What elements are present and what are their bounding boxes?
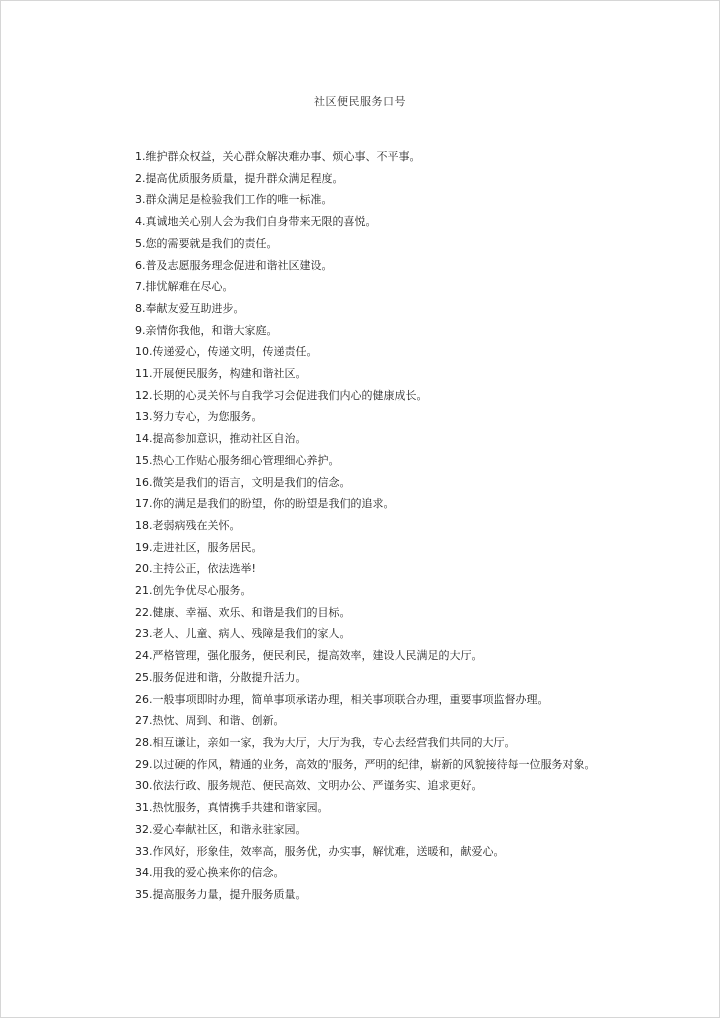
list-item: 29.以过硬的作风，精通的业务，高效的'服务，严明的纪律，崭新的风貌接待每一位服务对象。	[135, 757, 596, 771]
list-item: 31.热忱服务，真情携手共建和谐家园。	[135, 801, 329, 815]
list-item: 19.走进社区，服务居民。	[135, 540, 263, 554]
list-item: 18.老弱病残在关怀。	[135, 518, 241, 532]
list-item: 33.作风好，形象佳，效率高，服务优，办实事，解忧难，送暖和，献爱心。	[135, 844, 505, 858]
list-item: 3.群众满足是检验我们工作的唯一标准。	[135, 193, 333, 207]
list-item: 7.排忧解难在尽心。	[135, 280, 234, 294]
list-item: 22.健康、幸福、欢乐、和谐是我们的目标。	[135, 605, 351, 619]
list-item: 13.努力专心，为您服务。	[135, 410, 263, 424]
list-item: 8.奉献友爱互助进步。	[135, 301, 245, 315]
list-item: 20.主持公正，依法选举!	[135, 562, 256, 576]
list-item: 2.提高优质服务质量，提升群众满足程度。	[135, 171, 344, 185]
list-item: 21.创先争优尽心服务。	[135, 584, 252, 598]
list-item: 28.相互谦让，亲如一家，我为大厅，大厅为我，专心去经营我们共同的大厅。	[135, 735, 516, 749]
slogan-list	[109, 146, 609, 906]
list-item: 23.老人、儿童、病人、残障是我们的家人。	[135, 627, 351, 641]
list-item: 4.真诚地关心别人会为我们自身带来无限的喜悦。	[135, 215, 377, 229]
list-item: 16.微笑是我们的语言，文明是我们的信念。	[135, 475, 351, 489]
list-item: 34.用我的爱心换来你的信念。	[135, 866, 285, 880]
list-item: 15.热心工作贴心服务细心管理细心养护。	[135, 453, 340, 467]
list-item: 25.服务促进和谐，分散提升活力。	[135, 670, 307, 684]
list-item: 24.严格管理，强化服务，便民利民，提高效率，建设人民满足的大厅。	[135, 649, 483, 663]
document-title: 社区便民服务口号	[314, 95, 406, 108]
list-item: 35.提高服务力量，提升服务质量。	[135, 887, 307, 901]
list-item: 10.传递爱心，传递文明，传递责任。	[135, 345, 318, 359]
list-item: 14.提高参加意识，推动社区自治。	[135, 432, 307, 446]
list-item: 27.热忱、周到、和谐、创新。	[135, 714, 285, 728]
list-item: 12.长期的心灵关怀与自我学习会促进我们内心的健康成长。	[135, 388, 428, 402]
list-item: 26.一般事项即时办理，简单事项承诺办理，相关事项联合办理，重要事项监督办理。	[135, 692, 549, 706]
list-item: 1.维护群众权益，关心群众解决难办事、烦心事、不平事。	[135, 150, 421, 163]
list-item: 32.爱心奉献社区，和谐永驻家园。	[135, 822, 307, 836]
list-item: 17.你的满足是我们的盼望，你的盼望是我们的追求。	[135, 497, 395, 511]
list-item: 11.开展便民服务，构建和谐社区。	[135, 367, 307, 381]
list-item: 6.普及志愿服务理念促进和谐社区建设。	[135, 258, 333, 272]
list-item: 9.亲情你我他，和谐大家庭。	[135, 323, 278, 337]
list-item: 5.您的需要就是我们的责任。	[135, 236, 278, 250]
list-item: 30.依法行政、服务规范、便民高效、文明办公、严谨务实、追求更好。	[135, 779, 483, 793]
